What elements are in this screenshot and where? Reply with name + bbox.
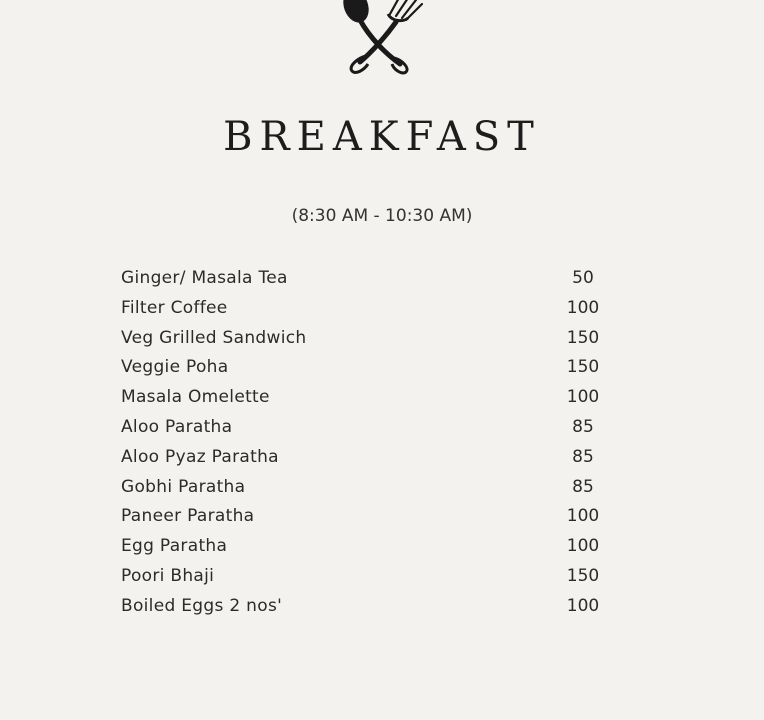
item-price: 100 <box>566 595 600 616</box>
menu-title: BREAKFAST <box>223 114 541 160</box>
item-price: 85 <box>572 416 594 437</box>
item-name: Filter Coffee <box>121 297 228 318</box>
item-price: 85 <box>572 446 594 467</box>
menu-list <box>121 265 601 623</box>
item-price: 150 <box>566 357 600 378</box>
item-name: Aloo Pyaz Paratha <box>121 446 279 467</box>
item-price: 150 <box>566 565 600 586</box>
item-name: Veggie Poha <box>121 357 229 378</box>
list-item <box>121 295 601 325</box>
item-price: 100 <box>566 297 600 318</box>
item-name: Boiled Eggs 2 nos' <box>121 595 283 616</box>
item-name: Gobhi Paratha <box>121 476 246 497</box>
item-name: Masala Omelette <box>121 387 270 408</box>
serving-hours: (8:30 AM - 10:30 AM) <box>291 206 473 226</box>
item-price: 150 <box>566 327 600 348</box>
list-item <box>121 384 601 414</box>
list-item <box>121 354 601 384</box>
list-item <box>121 533 601 563</box>
list-item <box>121 265 601 295</box>
item-price: 100 <box>566 506 600 527</box>
list-item <box>121 563 601 593</box>
list-item <box>121 503 601 533</box>
item-name: Paneer Paratha <box>121 506 255 527</box>
list-item <box>121 325 601 355</box>
item-name: Egg Paratha <box>121 536 228 557</box>
list-item <box>121 474 601 504</box>
item-price: 100 <box>566 387 600 408</box>
list-item <box>121 444 601 474</box>
list-item <box>121 414 601 444</box>
item-name: Aloo Paratha <box>121 416 233 437</box>
item-price: 100 <box>566 536 600 557</box>
list-item <box>121 593 601 623</box>
item-name: Ginger/ Masala Tea <box>121 268 288 288</box>
item-price: 50 <box>572 268 594 288</box>
item-price: 85 <box>572 476 594 497</box>
item-name: Poori Bhaji <box>121 565 215 586</box>
crossed-spoon-fork-icon <box>330 0 430 76</box>
item-name: Veg Grilled Sandwich <box>121 327 307 348</box>
